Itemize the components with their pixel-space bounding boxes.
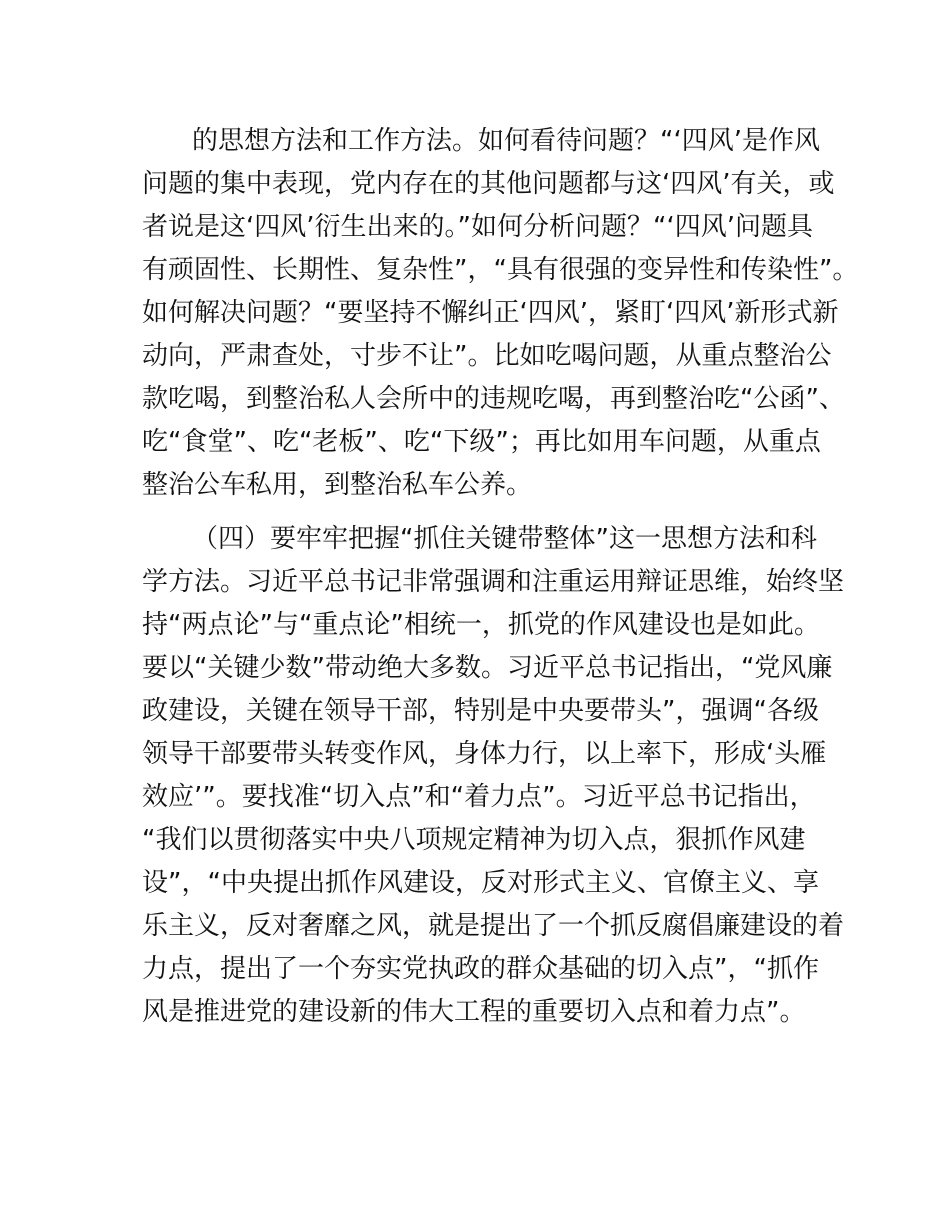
- text-line: 风是推进党的建设新的伟大工程的重要切入点和着力点”。: [142, 997, 806, 1027]
- text-line: 要以“关键少数”带动绝大多数。习近平总书记指出，“党风廉: [142, 653, 833, 683]
- text-line: 政建设，关键在领导干部，特别是中央要带头”，强调“各级: [142, 696, 819, 726]
- text-line: 吃“食堂”、吃“老板”、吃“下级”；再比如用车问题，从重点: [142, 427, 821, 457]
- text-line: 持“两点论”与“重点论”相统一，抓党的作风建设也是如此。: [142, 610, 820, 640]
- text-line: 效应’”。要找准“切入点”和“着力点”。习近平总书记指出，: [142, 782, 816, 812]
- text-line: 动向，严肃查处，寸步不让”。比如吃喝问题，从重点整治公: [142, 341, 832, 371]
- text-line: 学方法。习近平总书记非常强调和注重运用辩证思维，始终坚: [142, 567, 845, 597]
- text-line: 乐主义，反对奢靡之风，就是提出了一个抓反腐倡廉建设的着: [142, 911, 845, 941]
- text-line: “我们以贯彻落实中央八项规定精神为切入点，狠抓作风建: [142, 825, 806, 855]
- text-line: 如何解决问题？“要坚持不懈纠正‘四风’，紧盯‘四风’新形式新: [142, 298, 839, 328]
- text-line: （四）要牢牢把握“抓住关键带整体”这一思想方法和科: [192, 524, 817, 554]
- text-line: 问题的集中表现，党内存在的其他问题都与这‘四风’有关，或: [142, 169, 835, 199]
- text-line: 有顽固性、长期性、复杂性”，“具有很强的变异性和传染性”。: [142, 255, 859, 285]
- text-line: 整治公车私用，到整治私车公养。: [142, 470, 533, 500]
- text-line: 力点，提出了一个夯实党执政的群众基础的切入点”，“抓作: [142, 954, 819, 984]
- text-line: 的思想方法和工作方法。如何看待问题？“‘四风’是作风: [192, 126, 820, 156]
- text-line: 款吃喝，到整治私人会所中的违规吃喝，再到整治吃“公函”、: [142, 384, 845, 414]
- text-line: 设”，“中央提出抓作风建设，反对形式主义、官僚主义、享: [142, 868, 819, 898]
- text-line: 者说是这‘四风’衍生出来的。”如何分析问题？“‘四风’问题具: [142, 212, 813, 242]
- text-line: 领导干部要带头转变作风，身体力行，以上率下，形成‘头雁: [142, 739, 827, 769]
